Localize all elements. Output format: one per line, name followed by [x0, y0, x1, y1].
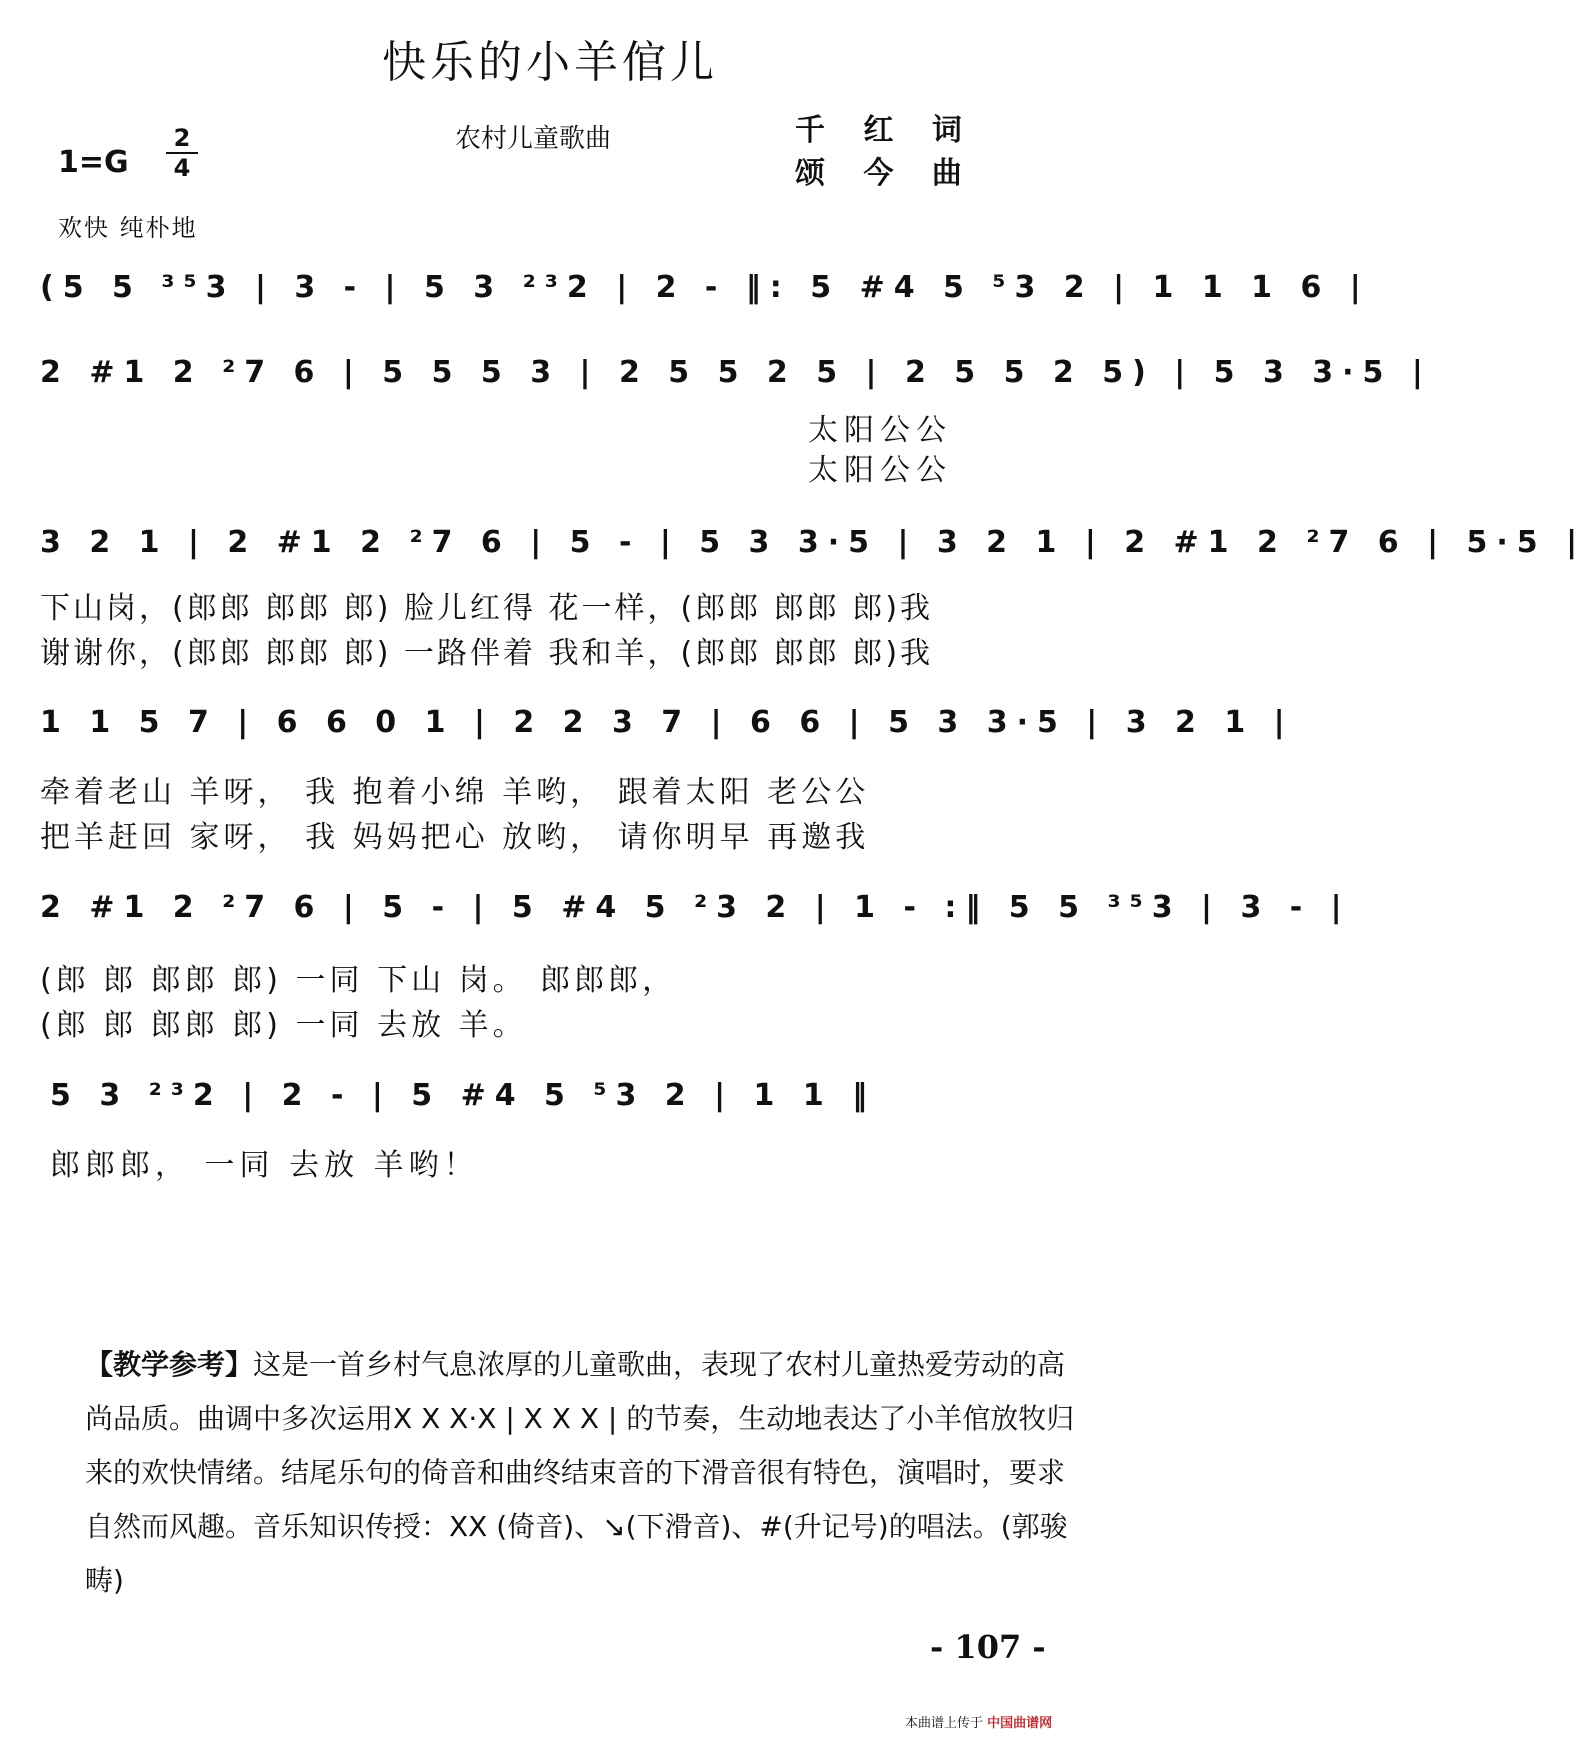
lyric-line-4a: 牵着老山 羊呀， 我 抱着小绵 羊哟， 跟着太阳 老公公	[40, 775, 870, 810]
time-sig-denominator: 4	[173, 154, 191, 182]
footer-site: 中国曲谱网	[987, 1716, 1053, 1731]
footer-credit	[905, 1712, 1052, 1731]
lyricist-credit: 千 红 词	[795, 113, 976, 148]
song-subtitle: 农村儿童歌曲	[455, 124, 612, 154]
lyric-line-3b: 谢谢你，(郎郎 郎郎 郎) 一路伴着 我和羊，(郎郎 郎郎 郎)我	[40, 636, 934, 671]
teaching-note	[85, 1338, 1075, 1608]
lyric-line-5a: (郎 郎 郎郎 郎) 一同 下山 岗。 郎郎郎，	[40, 963, 677, 998]
lyric-line-4b: 把羊赶回 家呀， 我 妈妈把心 放哟， 请你明早 再邀我	[40, 820, 870, 855]
teaching-note-text: 这是一首乡村气息浓厚的儿童歌曲，表现了农村儿童热爱劳动的高尚品质。曲调中多次运用X X X·X | X X X | 的节奏，生动地表达了小羊倌放牧归来的欢快情绪。结尾乐句的倚音和曲终结束音的下滑音很有特色，演唱时，要求自然而风趣。音乐知识传授：XX (倚音)、↘(下滑音)、#(升记号)的唱法。(郭骏畴)	[85, 1348, 1075, 1597]
score-line-1: (5 5 ³⁵3 | 3 - | 5 3 ²³2 | 2 - ‖: 5 #4 5 ⁵3 2 | 1 1 1 6 |	[40, 270, 1370, 305]
lyric-line-6: 郎郎郎， 一同 去放 羊哟！	[50, 1148, 479, 1183]
lyric-line-5b: (郎 郎 郎郎 郎) 一同 去放 羊。	[40, 1008, 527, 1043]
score-line-2: 2 #1 2 ²7 6 | 5 5 5 3 | 2 5 5 2 5 | 2 5 5 2 5) | 5 3 3·5 |	[40, 355, 1432, 390]
score-line-5: 2 #1 2 ²7 6 | 5 - | 5 #4 5 ²3 2 | 1 - :‖ 5 5 ³⁵3 | 3 - |	[40, 890, 1351, 925]
teaching-note-label: 【教学参考】	[85, 1348, 254, 1381]
lyric-line-2b: 太阳公公	[808, 453, 952, 488]
key-signature: 1=G	[58, 145, 129, 180]
composer-credit: 颂 今 曲	[795, 156, 976, 191]
score-line-6: 5 3 ²³2 | 2 - | 5 #4 5 ⁵3 2 | 1 1 ‖	[50, 1078, 877, 1113]
lyric-line-2a: 太阳公公	[808, 413, 952, 448]
time-sig-numerator: 2	[173, 124, 191, 152]
song-title: 快乐的小羊倌儿	[382, 37, 718, 88]
lyric-line-3a: 下山岗，(郎郎 郎郎 郎) 脸儿红得 花一样，(郎郎 郎郎 郎)我	[40, 591, 934, 626]
page-number: - 107 -	[930, 1628, 1046, 1666]
tempo-marking: 欢快 纯朴地	[58, 214, 198, 242]
score-line-3: 3 2 1 | 2 #1 2 ²7 6 | 5 - | 5 3 3·5 | 3 2 1 | 2 #1 2 ²7 6 | 5·5 |	[40, 525, 1586, 560]
footer-prefix: 本曲谱上传于	[905, 1716, 984, 1731]
score-line-4: 1 1 5 7 | 6 6 0 1 | 2 2 3 7 | 6 6 | 5 3 3·5 | 3 2 1 |	[40, 705, 1294, 740]
